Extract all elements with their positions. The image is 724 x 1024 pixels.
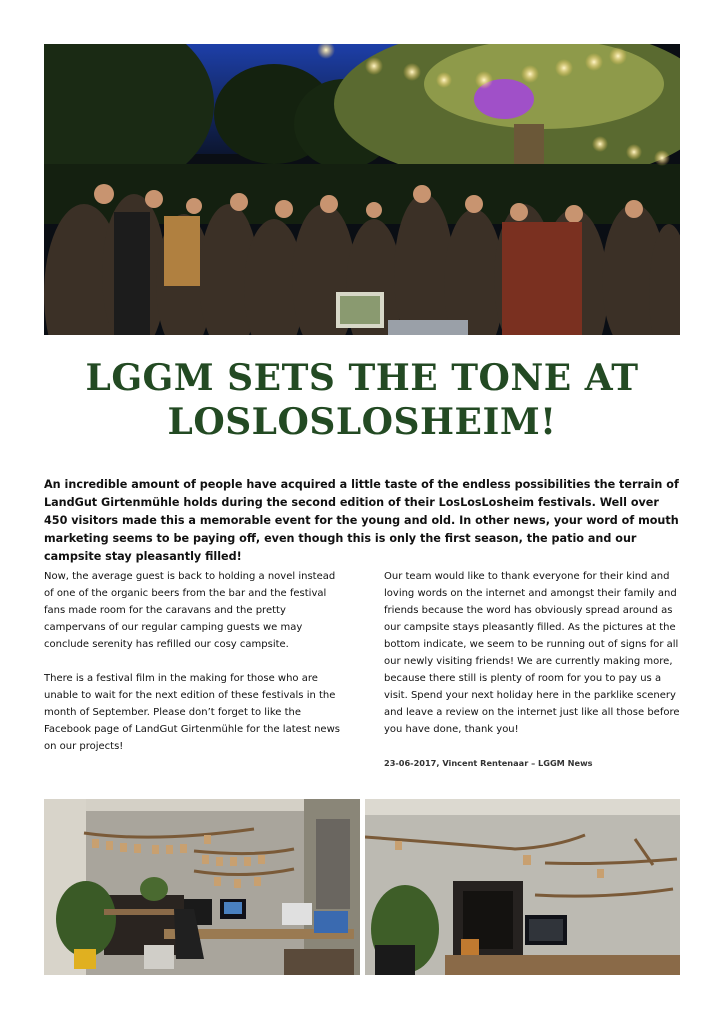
left-paragraph-2: There is a festival film in the making for those who are unable to wait for the next edition of these festivals in the month of September. Please don’t forget to like the Facebook page of LandGut Girtenmühle for the latest news on our projects! [44,673,340,752]
byline: 23-06-2017, Vincent Rentenaar – LGGM News [384,758,593,768]
left-paragraph-1: Now, the average guest is back to holding a novel instead of one of the organic beers from the bar and the festival fans made room for the caravans and the pretty campervans of our regular camping guests we may conclude serenity has refilled our cosy campsite. [44,571,336,650]
intro-paragraph: An incredible amount of people have acquired a little taste of the endless possibilities the terrain of LandGut Girtenmühle holds during the second edition of their LosLosLosheim festivals. Well over 450 visitors made this a memorable event for the young and old. In other news, your word of mouth marketing seems to be paying off, even though this is only the first season, the patio and our campsite stay pleasantly filled! [44,478,679,563]
right-paragraph-1: Our team would like to thank everyone for their kind and loving words on the internet and amongst their family and friends because the word has obviously spread around as our campsite stays pleasantly filled. As the pictures at the bottom indicate, we seem to be running out of signs for all our newly visiting friends! We are currently making more, because there still is plenty of room for you to pay us a visit. Spend your next holiday here in the parklike scenery and leave a review on the internet just like all those before you have done, thank you! [384,571,680,735]
right-column [384,568,682,772]
headline: LGGM SETS THE TONE AT LOSLOSLOSHEIM! [85,357,639,443]
left-column [44,568,344,772]
office-signs-photo [44,799,360,975]
festival-crowd-photo [44,44,680,335]
wall-branches-photo [365,799,680,975]
